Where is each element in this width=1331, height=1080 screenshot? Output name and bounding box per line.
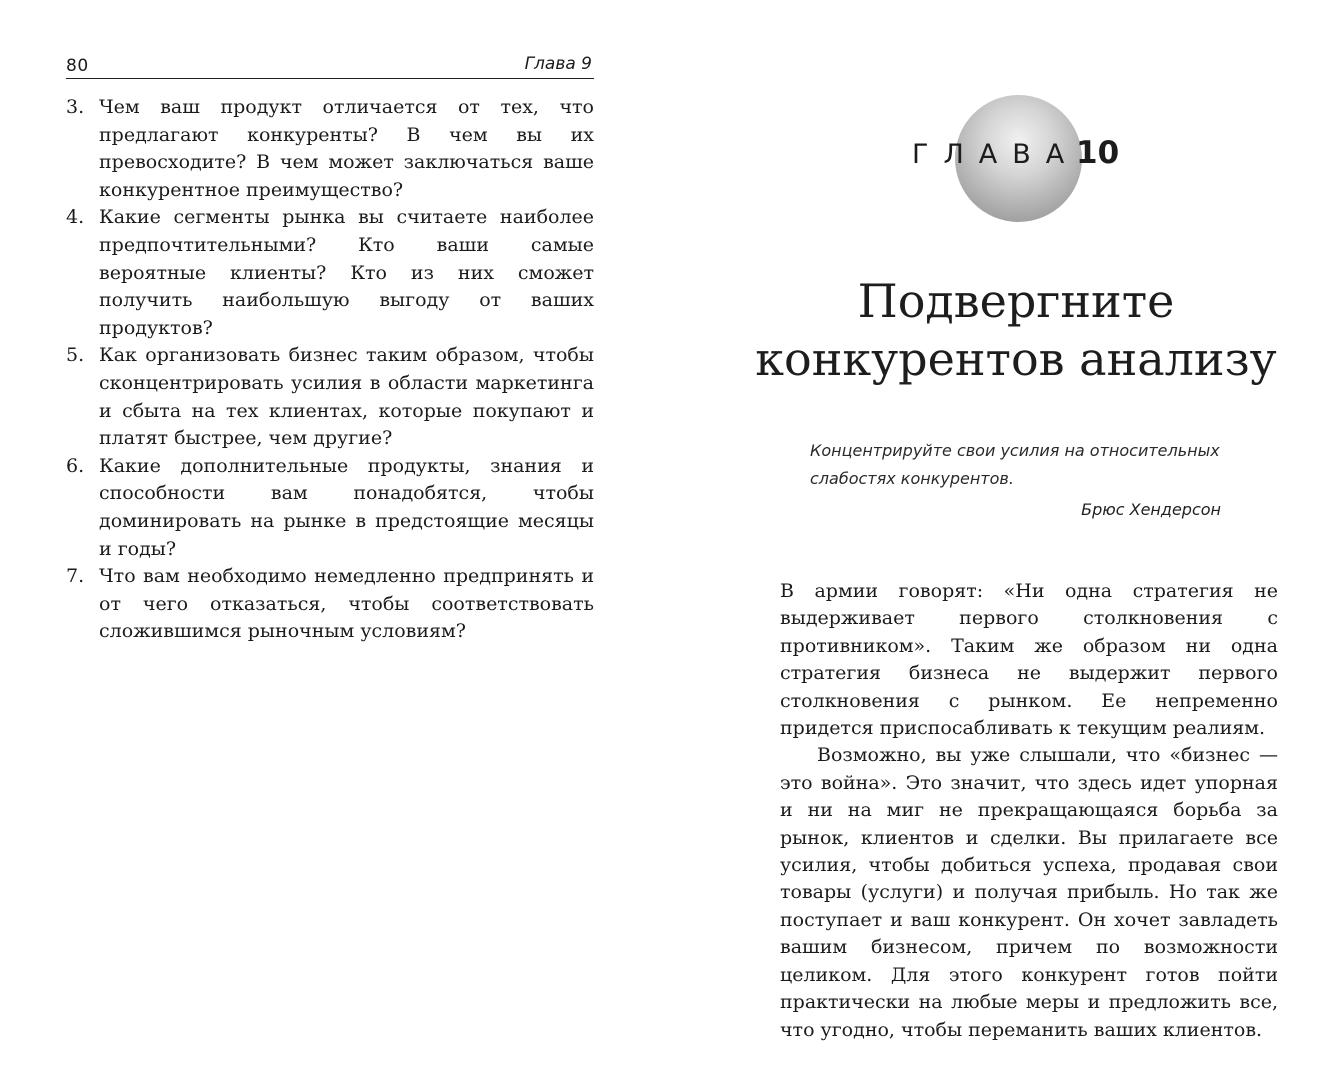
question-number: 5.: [66, 344, 85, 367]
question-item: [66, 563, 594, 646]
epigraph-quote: Концентрируйте свои усилия на относительных слабостях конкурентов.: [810, 441, 1220, 488]
question-number: 4.: [66, 206, 85, 229]
page-number: 80: [66, 56, 89, 76]
chapter-word: ГЛАВА: [912, 139, 1080, 170]
question-text: Какие сегменты рынка вы считаете наиболее предпочтительными? Кто ваши самые вероятные клиенты? Кто из них сможет получить наибольшую выгоду от ваших продуктов?: [99, 206, 594, 339]
epigraph-author: Брюс Хендерсон: [1081, 500, 1221, 519]
question-list: [66, 94, 594, 646]
question-number: 3.: [66, 96, 85, 118]
body-paragraph: Возможно, вы уже слышали, что «бизнес — это война». Это значит, что здесь идет упорная и ни на миг не прекращающаяся борьба за рынок, клиентов и сделки. Вы прилагаете все усилия, чтобы добиться успеха, продавая свои товары (услуги) и получая прибыль. Но так же поступает и ваш конкурент. Он хочет завладеть вашим бизнесом, причем по возможности целиком. Для этого конкурент готов пойти практически на любые меры и предложить все, что угодно, чтобы переманить ваших клиентов.: [780, 744, 1278, 1041]
question-number: 6.: [66, 454, 85, 477]
chapter-body: [780, 578, 1278, 1044]
chapter-number: 10: [1076, 135, 1120, 171]
question-item: [66, 204, 594, 342]
left-page-header: [66, 52, 594, 79]
body-paragraph: В армии говорят: «Ни одна стратегия не выдерживает первого столкновения с противником». Таким же образом ни одна стратегия бизнеса не выдержит первого столкновения с рынком. Ее непременно придется приспосабливать к текущим реалиям.: [780, 580, 1278, 740]
question-item: [66, 94, 594, 204]
question-text: Чем ваш продукт отличается от тех, что предлагают конкуренты? В чем вы их превосходите? В чем может заключаться ваше конкурентное преимущество?: [99, 96, 594, 201]
chapter-title: Подвергните конкурентов анализу: [755, 274, 1277, 386]
question-number: 7.: [66, 565, 85, 588]
question-item: [66, 453, 594, 563]
question-text: Какие дополнительные продукты, знания и способности вам понадобятся, чтобы доминировать на рынке в предстоящие месяцы и годы?: [99, 454, 594, 560]
question-item: [66, 342, 594, 452]
running-head: Глава 9: [524, 54, 592, 74]
question-text: Как организовать бизнес таким образом, чтобы сконцентрировать усилия в области маркетинга и сбыта на тех клиентах, которые покупают и платят быстрее, чем другие?: [99, 344, 594, 450]
question-text: Что вам необходимо немедленно предпринять и от чего отказаться, чтобы соответствовать сложившимся рыночным условиям?: [99, 565, 594, 643]
